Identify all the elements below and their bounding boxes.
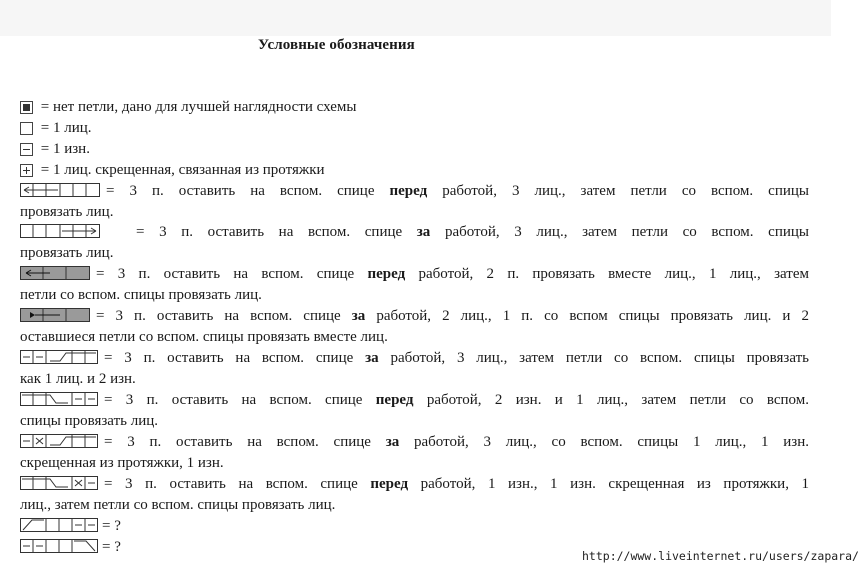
item-text: = 3 п. оставить на вспом. спице: [136, 224, 417, 240]
cable-right-3-icon: [20, 224, 100, 238]
item-text: работой, 2 п. провязать вместе лиц., 1 лиц., затем: [405, 266, 810, 282]
item-bold: за: [416, 224, 431, 240]
cable-item-8: [20, 474, 809, 494]
cable-purl-right-icon: [20, 350, 98, 364]
item-text: = 3 п. оставить на вспом. спице: [96, 308, 352, 324]
cable-diag-left-icon: [20, 518, 98, 532]
cable-item-5-cont: как 1 лиц. и 2 изн.: [20, 371, 136, 387]
scan-top-band: [0, 0, 831, 36]
cable-item-3: [20, 264, 809, 284]
item-bold: за: [385, 434, 400, 450]
item-text: = 3 п. оставить на вспом. спице: [104, 434, 386, 450]
item-text: = 3 п. оставить на вспом. спице: [104, 476, 371, 492]
legend-purl: [20, 139, 809, 159]
item-bold: перед: [367, 266, 406, 282]
filled-square-icon: [20, 101, 33, 114]
item-text: работой, 3 лиц., затем петли со вспом. спицы: [427, 183, 809, 199]
cable-item-5: [20, 348, 809, 368]
legend-text: = 1 лиц. скрещенная, связанная из протяжки: [40, 162, 325, 178]
minus-square-icon: [20, 143, 33, 156]
unknown-item-1: [20, 516, 809, 536]
cable-twist-right-icon: [20, 434, 98, 448]
item-bold: за: [351, 308, 366, 324]
cable-item-4-cont: оставшиеся петли со вспом. спицы провязать вместе лиц.: [20, 329, 388, 345]
cable-item-6: [20, 390, 809, 410]
cable-item-1-cont: провязать лиц.: [20, 204, 114, 220]
item-bold: перед: [370, 476, 409, 492]
item-text: = 3 п. оставить на вспом. спице: [104, 350, 366, 366]
item-text: работой, 3 лиц., затем петли со вспом. спицы: [430, 224, 809, 240]
item-text: = 3 п. оставить на вспом. спице: [96, 266, 368, 282]
item-text: = 3 п. оставить на вспом. спице: [106, 183, 390, 199]
cable-diag-right-icon: [20, 539, 98, 553]
cable-item-7-cont: скрещенная из протяжки, 1 изн.: [20, 455, 224, 471]
item-bold: перед: [375, 392, 414, 408]
cable-item-2: [20, 222, 809, 242]
item-text: работой, 3 лиц., со вспом. спицы 1 лиц., 1 изн.: [399, 434, 809, 450]
item-text: работой, 2 лиц., 1 п. со вспом спицы провязать лиц. и 2: [365, 308, 809, 324]
cable-item-7: [20, 432, 809, 452]
cable-item-1: [20, 181, 809, 201]
cable-twist-left-icon: [20, 476, 98, 490]
item-text: работой, 3 лиц., затем петли со вспом. спицы провязать: [378, 350, 810, 366]
unknown-text: = ?: [102, 539, 121, 555]
legend-knit: [20, 118, 809, 138]
item-bold: за: [365, 350, 379, 366]
item-text: работой, 2 изн. и 1 лиц., затем петли со вспом.: [413, 392, 809, 408]
cable-right-shaded-icon: [20, 308, 90, 322]
item-text: работой, 1 изн., 1 изн. скрещенная из протяжки, 1: [408, 476, 810, 492]
cable-item-8-cont: лиц., затем петли со вспом. спицы провязать лиц.: [20, 497, 336, 513]
page-title: Условные обозначения: [258, 37, 415, 53]
cable-purl-left-icon: [20, 392, 98, 406]
cable-item-2-cont: провязать лиц.: [20, 245, 114, 261]
legend-no-stitch: [20, 97, 809, 117]
item-text: = 3 п. оставить на вспом. спице: [104, 392, 376, 408]
legend-text: = нет петли, дано для лучшей наглядности схемы: [40, 99, 357, 115]
empty-square-icon: [20, 122, 33, 135]
watermark-url: http://www.liveinternet.ru/users/zapara/: [582, 549, 859, 563]
plus-square-icon: [20, 164, 33, 177]
cable-item-4: [20, 306, 809, 326]
cable-item-6-cont: спицы провязать лиц.: [20, 413, 159, 429]
legend-text: = 1 изн.: [40, 141, 90, 157]
legend-text: = 1 лиц.: [40, 120, 92, 136]
cable-left-shaded-icon: [20, 266, 90, 280]
unknown-text: = ?: [102, 518, 121, 534]
item-bold: перед: [389, 183, 428, 199]
cable-left-3-icon: [20, 183, 100, 197]
cable-item-3-cont: петли со вспом. спицы провязать лиц.: [20, 287, 262, 303]
legend-twisted-knit: [20, 160, 809, 180]
